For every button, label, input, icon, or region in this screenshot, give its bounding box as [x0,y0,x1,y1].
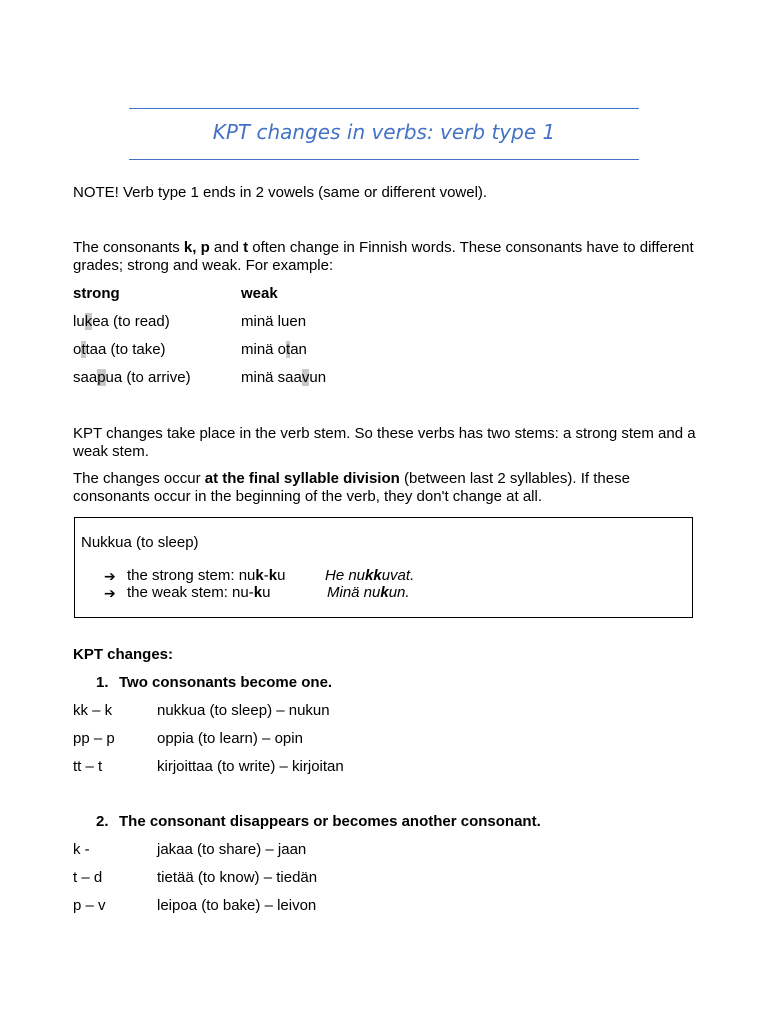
strong-ex-post: uvat. [381,567,415,584]
intro-text-2: and [209,239,244,256]
change-label: k - [73,841,90,858]
change-example: oppia (to learn) – opin [157,730,303,747]
change-label: kk – k [73,702,113,719]
weak-example-1 [241,313,306,331]
weak-example-3 [241,369,326,387]
strong-ex-pre: He nu [325,567,366,584]
section-2-number: 2. [96,813,109,830]
intro-text-3: often change in Finnish words. These consonants have to different grades; strong and weak. For example: [73,239,694,274]
section-1-title: Two consonants become one. [119,674,333,691]
weak-ex-pre: Minä nu [327,584,381,601]
arrow-icon: ➔ [104,585,116,601]
weak-stem-bold: k [253,584,263,601]
strong-stem-pre: the strong stem: nu [127,567,256,584]
weak-post: an [290,341,307,358]
change-label: pp – p [73,730,115,747]
weak-pre: minä luen [241,313,307,330]
weak-highlight: v [301,369,310,386]
changes-text-1: The changes occur [73,470,205,487]
weak-post: un [309,369,327,386]
strong-stem-example [325,567,414,585]
section-1-number: 1. [96,674,109,691]
kpt-heading: KPT changes: [73,646,174,663]
strong-ex-bold: kk [365,567,382,584]
title-rule-bottom [129,159,639,160]
strong-pre: o [73,341,82,358]
weak-header: weak [241,285,278,302]
weak-pre: minä o [241,341,287,358]
strong-stem [127,567,285,585]
weak-stem-example [327,584,410,602]
weak-pre: minä saa [241,369,302,386]
change-label: tt – t [73,758,103,775]
change-label: t – d [73,869,103,886]
box-heading: Nukkua (to sleep) [81,534,199,551]
weak-ex-bold: k [380,584,389,601]
strong-pre: lu [73,313,85,330]
change-example: nukkua (to sleep) – nukun [157,702,330,719]
change-label: p – v [73,897,106,914]
change-example: jakaa (to share) – jaan [157,841,307,858]
strong-pre: saa [73,369,98,386]
weak-stem-post: u [262,584,271,601]
weak-stem-pre: the weak stem: nu- [127,584,254,601]
weak-highlight: t [286,341,291,358]
weak-ex-post: un. [388,584,410,601]
title-rule-top [129,108,639,109]
changes-text-2: (between last 2 syllables). If these consonants occur in the beginning of the verb, they don't change at all. [73,470,630,505]
strong-example-2 [73,341,166,359]
change-example: kirjoittaa (to write) – kirjoitan [157,758,344,775]
intro-bold-2: t [243,239,249,256]
intro-bold-1: k, p [183,239,210,256]
stem-paragraph: KPT changes take place in the verb stem. So these verbs has two stems: a strong stem and a weak stem. [73,425,696,460]
strong-post: ea (to read) [92,313,170,330]
arrow-icon: ➔ [104,568,116,584]
strong-stem-bold-1: k [255,567,264,584]
change-example: tietää (to know) – tiedän [157,869,318,886]
strong-highlight: t [81,341,86,358]
strong-post: taa (to take) [85,341,166,358]
intro-paragraph [73,239,698,275]
strong-highlight: k [84,313,93,330]
weak-stem [127,584,270,602]
intro-text-1: The consonants [73,239,184,256]
changes-paragraph [73,470,698,506]
weak-example-2 [241,341,307,359]
strong-post: ua (to arrive) [105,369,191,386]
strong-example-3 [73,369,191,387]
note-paragraph: NOTE! Verb type 1 ends in 2 vowels (same or different vowel). [73,184,488,201]
section-2-title: The consonant disappears or becomes another consonant. [119,813,541,830]
strong-example-1 [73,313,170,331]
page-title: KPT changes in verbs: verb type 1 [212,120,556,144]
strong-stem-post: u [277,567,286,584]
changes-bold: at the final syllable division [204,470,400,487]
strong-highlight: p [97,369,106,386]
strong-header: strong [73,285,120,302]
strong-stem-dash: - [263,567,269,584]
change-example: leipoa (to bake) – leivon [157,897,317,914]
strong-stem-bold-2: k [268,567,278,584]
